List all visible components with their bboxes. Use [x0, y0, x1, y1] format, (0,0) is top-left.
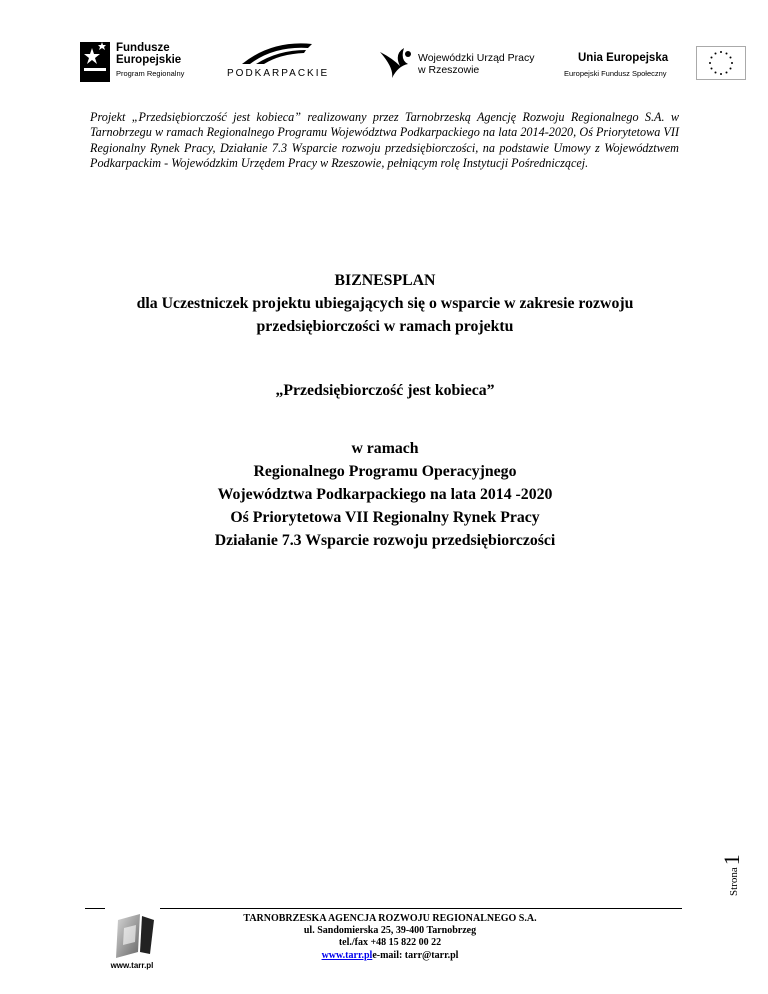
- footer-company: TARNOBRZESKA AGENCJA ROZWOJU REGIONALNEGO S.A.: [243, 913, 537, 924]
- title-line-3: przedsiębiorczości w ramach projektu: [256, 318, 514, 335]
- footer-address: ul. Sandomierska 25, 39-400 Tarnobrzeg: [303, 925, 477, 937]
- unia-europejska-logo: [560, 38, 760, 88]
- fe-star-icon: [80, 38, 112, 86]
- header-logo-bar: [80, 38, 690, 90]
- fe-sub: Program Regionalny: [116, 69, 185, 78]
- eu-flag-icon: [696, 46, 746, 80]
- ue-sub: Europejski Fundusz Społeczny: [564, 69, 667, 78]
- footer-phone: tel./fax +48 15 822 00 22: [338, 937, 442, 949]
- project-intro-text: Projekt „Przedsiębiorczość jest kobieca” realizowany przez Tarnobrzeską Agencję Rozwoju Regionalnego S.A. w Tarnobrzegu w ramach Regionalnego Programu Województwa Podkarpackiego na lata 2014-2020, Oś Priorytetowa VII Regionalny Rynek Pracy, Działanie 7.3 Wsparcie rozwoju przedsiębiorczości, na podstawie Umowy z Województwem Podkarpackim - Wojewódzkim Urzędem Pracy w Rzeszowie, pełniącym rolę Instytucji Pośredniczącej.: [90, 110, 679, 171]
- document-title-block: [80, 269, 690, 338]
- footer-web-link[interactable]: www.tarr.pl: [321, 949, 373, 961]
- program-line-2: Regionalnego Programu Operacyjnego: [253, 463, 517, 480]
- program-line-5: Działanie 7.3 Wsparcie rozwoju przedsiębiorczości: [214, 532, 556, 549]
- fe-line1: Fundusze: [116, 42, 170, 54]
- program-line-3: Województwa Podkarpackiego na lata 2014 -2020: [217, 486, 553, 503]
- title-line-2: dla Uczestniczek projektu ubiegających się o wsparcie w zakresie rozwoju: [136, 295, 634, 312]
- footer-divider: [160, 908, 682, 909]
- footer-email: e-mail: tarr@tarr.pl: [372, 949, 459, 961]
- ue-title: Unia Europejska: [578, 52, 669, 64]
- wup-line1: Wojewódzki Urząd Pracy: [418, 52, 535, 64]
- wup-bird-icon: [376, 44, 416, 84]
- wup-logo: [376, 38, 546, 88]
- footer-contact: [180, 913, 600, 962]
- program-line-4: Oś Priorytetowa VII Regionalny Rynek Pracy: [230, 509, 540, 526]
- fe-line2: Europejskie: [116, 54, 182, 66]
- podkarpackie-emblem-icon: [212, 38, 348, 68]
- page-number: 1: [719, 854, 744, 866]
- program-block: [80, 437, 690, 552]
- page-label: Strona: [728, 867, 740, 896]
- document-title: BIZNESPLAN: [334, 272, 436, 289]
- program-line-1: w ramach: [351, 440, 419, 457]
- page-number-side: [719, 786, 743, 896]
- tarr-logo-icon: [110, 912, 160, 960]
- wup-line2: w Rzeszowie: [418, 64, 480, 76]
- footer-divider-left: [85, 908, 105, 909]
- podkarpackie-logo: [212, 38, 348, 88]
- fundusze-europejskie-logo: [80, 38, 210, 88]
- podkarpackie-text: PODKARPACKIE: [227, 68, 330, 79]
- footer-logo-url: www.tarr.pl: [110, 961, 154, 970]
- project-name: „Przedsiębiorczość jest kobieca”: [275, 382, 495, 399]
